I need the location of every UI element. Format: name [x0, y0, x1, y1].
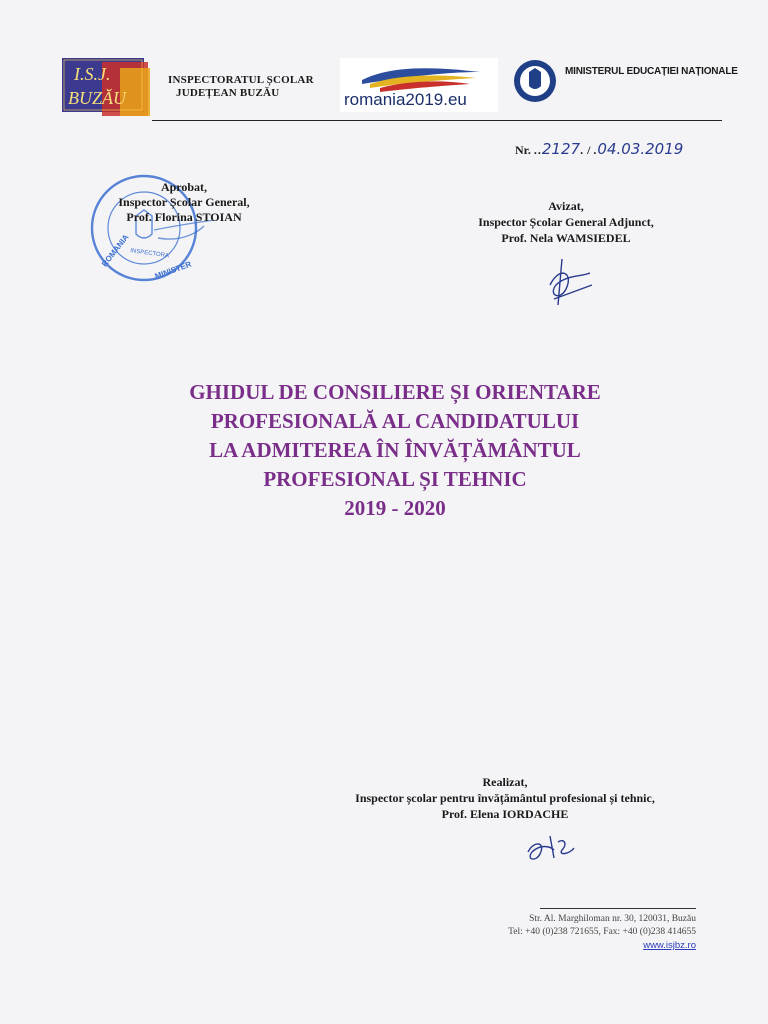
ministry-name: MINISTERUL EDUCAȚIEI NAȚIONALE — [565, 66, 738, 77]
author-name: Prof. Elena IORDACHE — [441, 807, 569, 821]
approval-role: Inspector Școlar General, — [118, 195, 250, 209]
isj-buzau-logo — [62, 58, 152, 118]
endorsement-signature — [540, 255, 600, 315]
svg-text:I.S.J.: I.S.J. — [74, 64, 111, 84]
title-line-4: PROFESIONAL ȘI TEHNIC — [263, 467, 527, 491]
title-line-1: GHIDUL DE CONSILIERE ȘI ORIENTARE — [189, 380, 601, 404]
title-year: 2019 - 2020 — [344, 496, 446, 520]
institution-name — [168, 74, 314, 100]
approval-label: Aprobat, — [160, 180, 208, 194]
endorsement-role: Inspector Școlar General Adjunct, — [478, 215, 654, 229]
footer-divider — [540, 908, 696, 909]
author-signature — [520, 828, 580, 868]
approval-block — [96, 180, 272, 225]
endorsement-label: Avizat, — [548, 199, 584, 213]
svg-text:BUZĂU: BUZĂU — [68, 88, 126, 108]
registration-separator: / — [587, 143, 591, 157]
romania2019-text: romania2019.eu — [344, 90, 467, 109]
government-crest-icon — [512, 54, 558, 108]
svg-text:ROMANIA: ROMANIA — [99, 232, 131, 269]
registration-date: 04.03.2019 — [597, 140, 684, 158]
title-line-2: PROFESIONALĂ AL CANDIDATULUI — [210, 409, 580, 433]
footer-website-link[interactable]: www.isjbz.ro — [643, 940, 696, 951]
author-role: Inspector școlar pentru învățământul profesional și tehnic, — [355, 791, 655, 805]
svg-text:MINISTER: MINISTER — [153, 259, 193, 282]
title-line-3: LA ADMITEREA ÎN ÎNVĂȚĂMÂNTUL — [209, 438, 581, 462]
header-divider — [152, 120, 722, 121]
footer-phone: Tel: +40 (0)238 721655, Fax: +40 (0)238 414655 — [508, 927, 696, 937]
author-label: Realizat, — [482, 775, 528, 789]
footer-address: Str. Al. Marghiloman nr. 30, 120031, Buzău — [529, 914, 696, 924]
svg-text:INSPECTORA: INSPECTORA — [129, 248, 170, 260]
author-block — [300, 774, 710, 822]
endorsement-block — [470, 198, 662, 246]
registration-number-value: 2127 — [541, 140, 581, 158]
endorsement-name: Prof. Nela WAMSIEDEL — [501, 231, 631, 245]
footer-contact — [440, 913, 696, 952]
document-title — [80, 378, 710, 523]
institution-line-1: INSPECTORATUL ȘCOLAR — [168, 74, 314, 86]
approval-name: Prof. Florina STOIAN — [126, 210, 242, 224]
registration-number: Nr. ..2127. / .04.03.2019 — [515, 140, 684, 158]
registration-prefix: Nr. — [515, 143, 531, 157]
institution-line-2: JUDEȚEAN BUZĂU — [176, 87, 280, 99]
